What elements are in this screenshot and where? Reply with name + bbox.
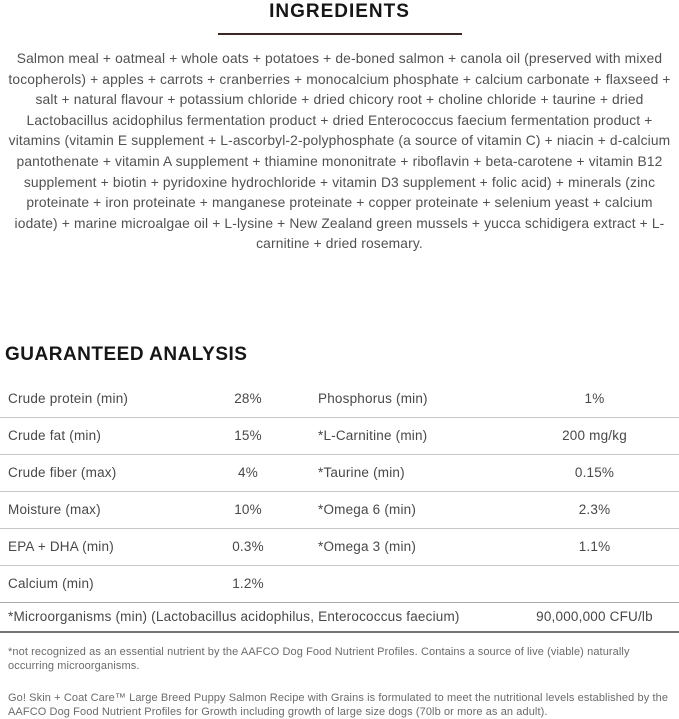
nutrient-value: 200 mg/kg	[562, 428, 627, 444]
nutrient-label: Crude protein (min)	[8, 391, 129, 407]
nutrient-value: 28%	[234, 391, 262, 407]
guaranteed-analysis-table	[0, 381, 679, 633]
table-row	[0, 455, 679, 492]
nutrient-label: EPA + DHA (min)	[8, 539, 114, 555]
title-underline-rule	[218, 33, 462, 35]
nutrient-label: *Microorganisms (min) (Lactobacillus acidophilus, Enterococcus faecium)	[8, 609, 460, 625]
nutrient-label: Crude fiber (max)	[8, 465, 117, 481]
asterisk-footnote: *not recognized as an essential nutrient by the AAFCO Dog Food Nutrient Profiles. Contains a source of live (viable) naturally occurring microorganisms.	[8, 645, 630, 672]
nutrient-label: *L-Carnitine (min)	[318, 428, 428, 444]
nutrient-value: 90,000,000 CFU/lb	[536, 609, 653, 625]
guaranteed-analysis-title: GUARANTEED ANALYSIS	[5, 343, 248, 365]
nutrient-value: 1.1%	[578, 539, 611, 555]
ingredients-list-text: Salmon meal + oatmeal + whole oats + potatoes + de-boned salmon + canola oil (preserved with mixed tocopherols) + apples + carrots + cranberries + monocalcium phosphate + calcium carbonate + flaxseed + salt + natural flavour + potassium chloride + dried chicory root + choline chloride + taurine + dried Lactobacillus acidophilus fermentation product + dried Enterococcus faecium fermentation product + vitamins (vitamin E supplement + L-ascorbyl-2-polyphosphate (a source of vitamin C) + niacin + d-calcium pantothenate + vitamin A supplement + thiamine mononitrate + riboflavin + beta-carotene + vitamin B12 supplement + biotin + pyridoxine hydrochloride + vitamin D3 supplement + folic acid) + minerals (zinc proteinate + iron proteinate + manganese proteinate + copper proteinate + selenium yeast + calcium iodate) + marine microalgae oil + L-lysine + New Zealand green mussels + yucca schidigera extract + L-carnitine + dried rosemary.	[8, 51, 671, 252]
ingredients-title: INGREDIENTS	[269, 1, 410, 22]
nutrient-value: 2.3%	[578, 502, 611, 518]
nutrient-value: 4%	[238, 465, 258, 481]
nutrient-label: Calcium (min)	[8, 576, 94, 592]
nutrient-value: 1.2%	[232, 576, 264, 592]
nutrient-label: *Taurine (min)	[318, 465, 405, 481]
table-row	[0, 566, 679, 603]
nutrient-value: 10%	[234, 502, 262, 518]
table-row	[0, 529, 679, 566]
nutrient-value: 0.15%	[574, 465, 615, 481]
table-row-microorganisms	[0, 603, 679, 633]
table-row	[0, 418, 679, 455]
nutrient-label: Moisture (max)	[8, 502, 101, 518]
nutrient-label: Crude fat (min)	[8, 428, 102, 444]
nutrient-value: 15%	[234, 428, 262, 444]
aafco-statement-footnote: Go! Skin + Coat Care™ Large Breed Puppy Salmon Recipe with Grains is formulated to meet the nutritional levels established by the AAFCO Dog Food Nutrient Profiles for Growth including growth of large size dogs (70lb or more as an adult).	[8, 691, 669, 718]
nutrient-label: Phosphorus (min)	[318, 391, 428, 407]
nutrient-label: *Omega 6 (min)	[318, 502, 417, 518]
nutrient-value: 0.3%	[232, 539, 264, 555]
table-row	[0, 381, 679, 418]
nutrient-value: 1%	[584, 391, 605, 407]
table-row	[0, 492, 679, 529]
nutrient-label: *Omega 3 (min)	[318, 539, 417, 555]
